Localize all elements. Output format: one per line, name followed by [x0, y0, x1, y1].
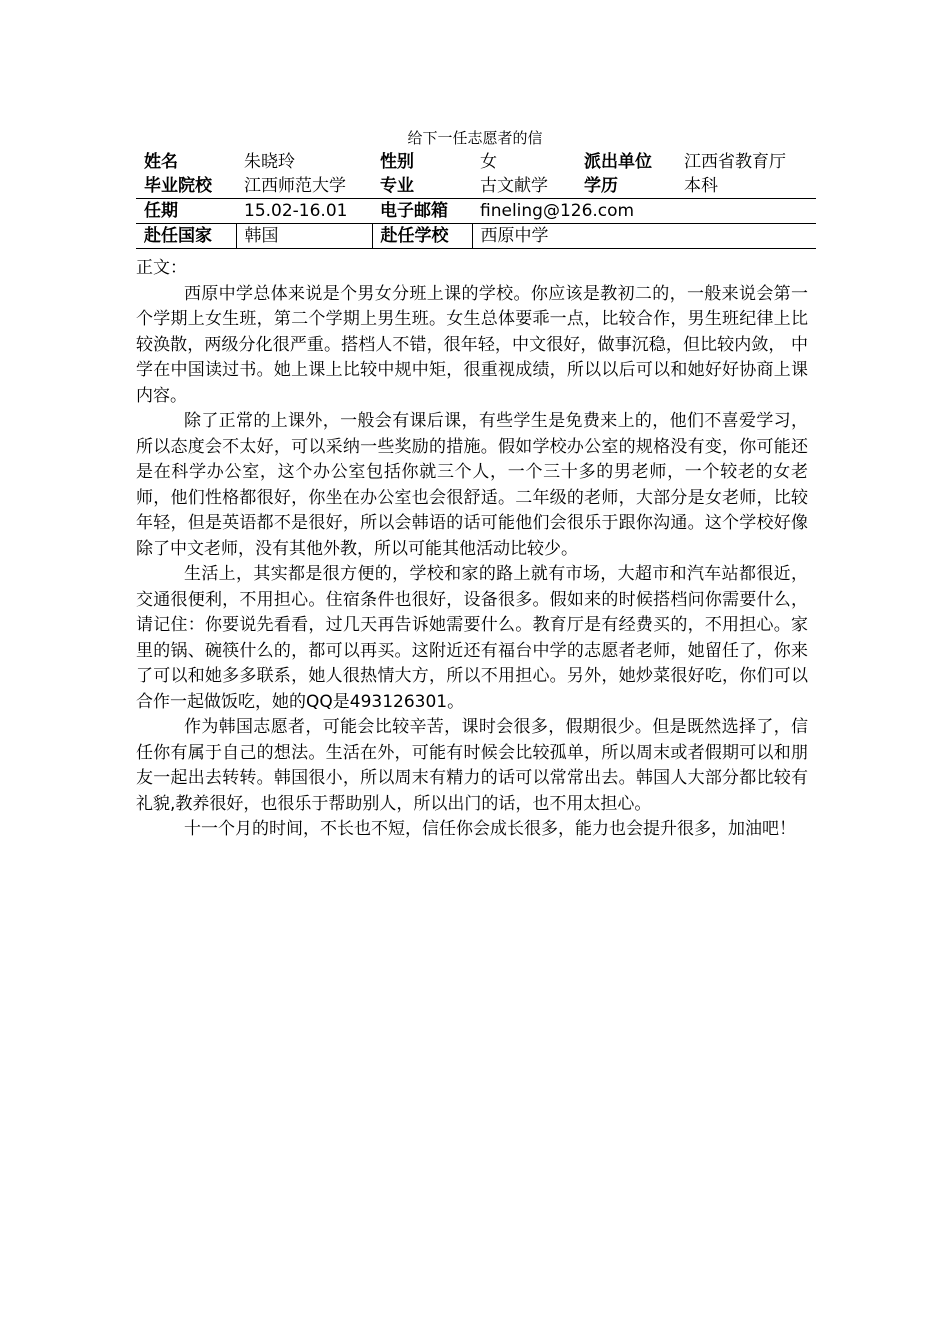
term-label: 任期 — [136, 199, 236, 224]
gender-value: 女 — [480, 152, 497, 172]
info-row — [136, 174, 816, 199]
country-value: 韩国 — [236, 224, 372, 249]
body-paragraph: 十一个月的时间，不长也不短，信任你会成长很多，能力也会提升很多，加油吧！ — [184, 819, 796, 839]
body-paragraph: 作为韩国志愿者，可能会比较辛苦，课时会很多，假期很少。但是既然选择了，信任你有属于自己的想法。生活在外，可能有时候会比较孤单，所以周末或者假期可以和朋友一起出去转转。韩国很小，所以周末有精力的话可以常常出去。韩国人大部分都比较有礼貌,教养很好，也很乐于帮助别人，所以出门的话，也不用太担心。 — [136, 717, 808, 814]
info-row — [136, 224, 816, 249]
degree-value: 本科 — [684, 176, 718, 196]
degree-label: 学历 — [584, 176, 618, 196]
document-title: 给下一任志愿者的信 — [407, 129, 543, 147]
gender-label: 性别 — [380, 152, 414, 172]
unit-label: 派出单位 — [584, 152, 652, 172]
post-school-value: 西原中学 — [472, 224, 816, 249]
major-label: 专业 — [380, 176, 414, 196]
info-row — [136, 150, 816, 174]
name-value: 朱晓玲 — [244, 152, 295, 172]
letter-body — [136, 256, 808, 843]
post-school-label: 赴任学校 — [372, 224, 472, 249]
country-label: 赴任国家 — [136, 224, 236, 249]
name-label: 姓名 — [144, 152, 178, 172]
info-table — [136, 150, 816, 249]
unit-value: 江西省教育厅 — [684, 152, 786, 172]
body-paragraph: 除了正常的上课外，一般会有课后课，有些学生是免费来上的，他们不喜爱学习，所以态度会不太好，可以采纳一些奖励的措施。假如学校办公室的规格没有变，你可能还是在科学办公室，这个办公室包括你就三个人，一个三十多的男老师，一个较老的女老师，他们性格都很好，你坐在办公室也会很舒适。二年级的老师，大部分是女老师，比较年轻，但是英语都不是很好，所以会韩语的话可能他们会很乐于跟你沟通。这个学校好像除了中文老师，没有其他外教，所以可能其他活动比较少。 — [136, 411, 808, 559]
school-label: 毕业院校 — [144, 176, 212, 196]
major-value: 古文献学 — [480, 176, 548, 196]
school-value: 江西师范大学 — [244, 176, 346, 196]
body-heading: 正文： — [136, 258, 187, 278]
email-value: fineling@126.com — [472, 199, 816, 224]
info-row — [136, 199, 816, 224]
body-paragraph: 生活上，其实都是很方便的，学校和家的路上就有市场，大超市和汽车站都很近，交通很便利，不用担心。住宿条件也很好，设备很多。假如来的时候搭档问你需要什么，请记住：你要说先看看，过几天再告诉她需要什么。教育厅是有经费买的，不用担心。家里的锅、碗筷什么的，都可以再买。这附近还有福台中学的志愿者老师，她留任了，你来了可以和她多多联系，她人很热情大方，所以不用担心。另外，她炒菜很好吃，你们可以合作一起做饭吃，她的QQ是493126301。 — [136, 564, 808, 712]
email-label: 电子邮箱 — [372, 199, 472, 224]
term-value: 15.02-16.01 — [236, 199, 372, 224]
body-paragraph: 西原中学总体来说是个男女分班上课的学校。你应该是教初二的，一般来说会第一个学期上女生班，第二个学期上男生班。女生总体要乖一点，比较合作，男生班纪律上比较涣散，两级分化很严重。搭档人不错，很年轻，中文很好，做事沉稳，但比较内敛， 中学在中国读过书。她上课上比较中规中矩，很重视成绩，所以以后可以和她好好协商上课内容。 — [136, 283, 808, 406]
